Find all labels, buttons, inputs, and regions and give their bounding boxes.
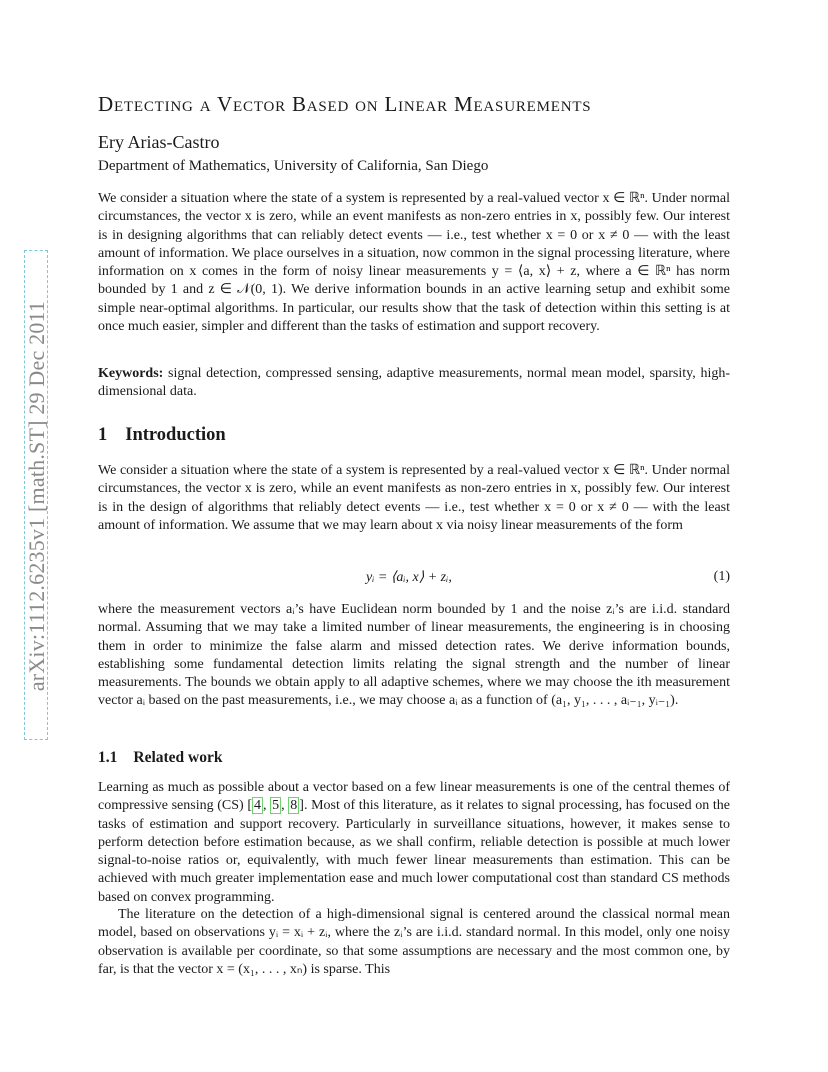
citation-link[interactable]: 4 xyxy=(254,798,261,814)
equation-number: (1) xyxy=(713,569,730,584)
related-text-after: . Most of this literature, as it relates to signal processing, has focused on the tasks of estimation and support recovery. Particularly in surveillance situations, however, it makes sense to perform detection before estimation because, as we shall confirm, reliable detection is possible at much lower signal-to-noise ratios or, equivalently, with much fewer linear measurements than estimation. This can be achieved with much greater implementation ease and much lower computational cost than standard CS methods based on convex programming. xyxy=(98,798,731,905)
equation-body: yᵢ = ⟨aᵢ, x⟩ + zᵢ, xyxy=(366,570,452,585)
arxiv-stamp: arXiv:1112.6235v1 [math.ST] 29 Dec 2011 xyxy=(24,300,49,692)
section-number: 1 xyxy=(98,425,108,445)
subsection-heading-related-work xyxy=(98,749,223,767)
arxiv-stamp-frame xyxy=(24,250,48,740)
paper-title: Detecting a Vector Based on Linear Measurements xyxy=(98,92,592,116)
abstract: We consider a situation where the state of a system is represented by a real-valued vector x ∈ ℝⁿ. Under normal circumstances, the vector x is zero, while an event manifests as non-zero entries in x, possibly few. Our interest is in designing algorithms that can reliably detect events — i.e., test whether x = 0 or x ≠ 0 — with the least amount of information. We place ourselves in a situation, now common in the signal processing literature, where information on x comes in the form of noisy linear measurements y = ⟨a, x⟩ + z, where a ∈ ℝⁿ has norm bounded by 1 and z ∈ 𝒩(0, 1). We derive information bounds in an active learning setup and exhibit some simple near-optimal algorithms. In particular, our results show that the task of detection within this setting is at once much easier, simpler and different than the tasks of estimation and support recovery. xyxy=(98,191,730,335)
citation-link[interactable]: 5 xyxy=(272,798,280,814)
affiliation: Department of Mathematics, University of California, San Diego xyxy=(98,158,489,174)
subsection-title: Related work xyxy=(133,749,223,766)
keywords-label: Keywords: xyxy=(98,366,164,381)
related-text-before: Learning as much as possible about a vector based on a few linear measurements is one of the central themes of compressive sensing (CS) xyxy=(98,780,730,814)
citation-link[interactable]: 8 xyxy=(290,798,298,814)
intro-paragraph-1: We consider a situation where the state of a system is represented by a real-valued vector x ∈ ℝⁿ. Under normal circumstances, the vector x is zero, while an event manifests as non-zero entries in x, possibly few. Our interest is in the design of algorithms that reliably detect events — i.e., test whether x = 0 or x ≠ 0 — with the least amount of information. We assume that we may learn about x via noisy linear measurements of the form xyxy=(98,463,730,533)
keywords xyxy=(98,365,730,402)
intro-paragraph-2: where the measurement vectors aᵢ’s have Euclidean norm bounded by 1 and the noise zᵢ’s are i.i.d. standard normal. Assuming that we may take a limited number of linear measurements, the engineering is in choosing them in order to minimize the false alarm and missed detection rates. We derive information bounds, establishing some fundamental detection limits relating the signal strength and the number of linear measurements. The bounds we obtain apply to all adaptive schemes, where we may choose the ith measurement vector aᵢ based on the past measurements, i.e., we may choose aᵢ as a function of (a₁, y₁, . . . , aᵢ₋₁, yᵢ₋₁). xyxy=(98,602,730,709)
related-work-paragraph-2: The literature on the detection of a high-dimensional signal is centered around the classical normal mean model, based on observations yᵢ = xᵢ + zᵢ, where the zᵢ’s are i.i.d. standard normal. In this model, only one noisy observation is available per coordinate, so that some assumptions are necessary and the most common one, by far, is that the vector x = (x₁, . . . , xₙ) is sparse. This xyxy=(98,907,730,977)
subsection-number: 1.1 xyxy=(98,749,118,766)
section-title: Introduction xyxy=(125,425,226,445)
related-work-paragraph-1: Learning as much as possible about a vector based on a few linear measurements is one of the central themes of compressive sensing (CS) [ 4 , 5 , 8 ]. Most of this literature, as it relates to signal processing, has focused on the tasks of estimation and support recovery. Particularly in surveillance situations, however, it makes sense to perform detection before estimation because, as we shall confirm, reliable detection is possible at much lower signal-to-noise ratios or, equivalently, with much fewer linear measurements than estimation. This can be achieved with much greater implementation ease and much lower computational cost than standard CS methods based on convex programming. xyxy=(98,780,731,905)
keywords-text: signal detection, compressed sensing, adaptive measurements, normal mean model, sparsity, high-dimensional data. xyxy=(98,366,730,400)
author-name: Ery Arias-Castro xyxy=(98,132,220,152)
section-heading-introduction xyxy=(98,425,226,446)
